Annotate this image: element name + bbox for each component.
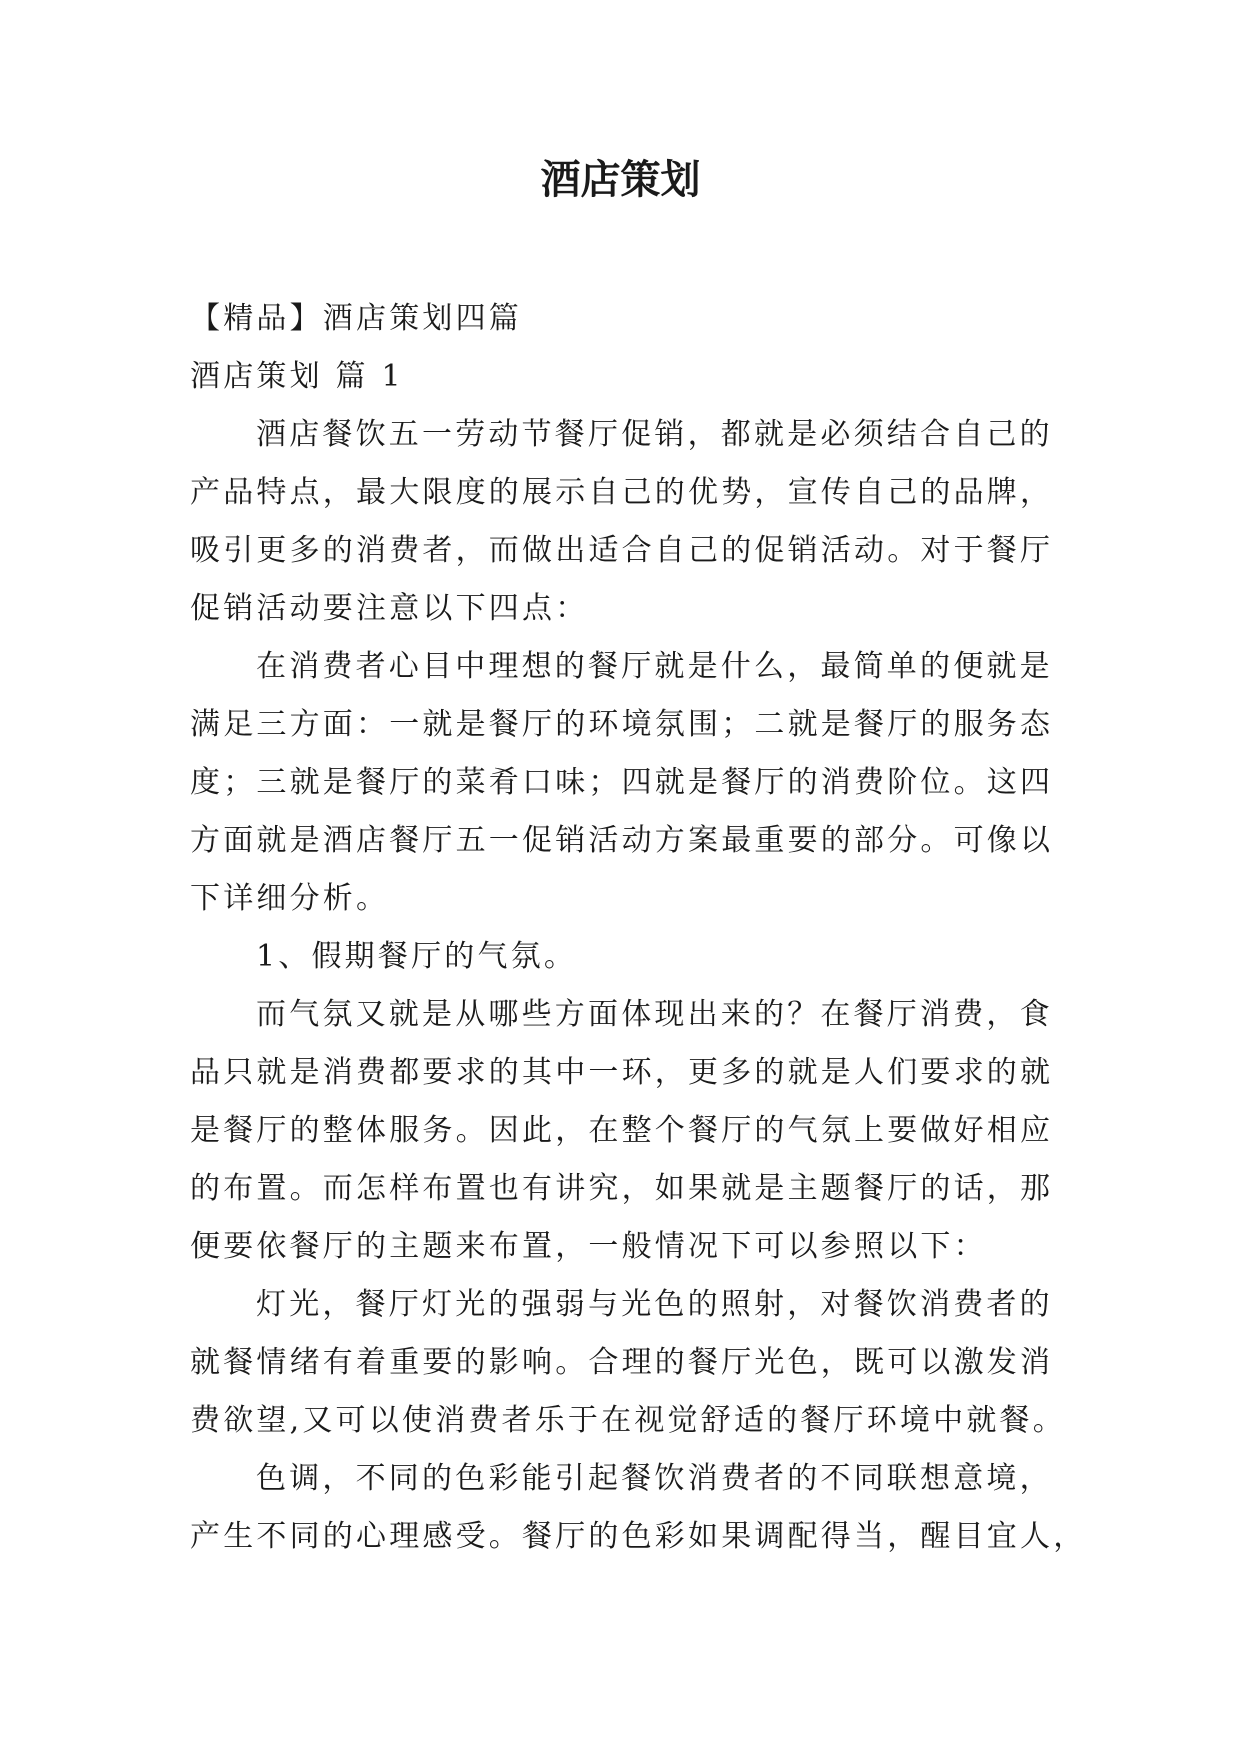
paragraph-line: 灯光，餐厅灯光的强弱与光色的照射，对餐饮消费者的 <box>256 1287 1053 1322</box>
paragraph-line: 产品特点，最大限度的展示自己的优势，宣传自己的品牌， <box>190 475 1054 510</box>
paragraph <box>190 638 1056 928</box>
paragraph-line: 是餐厅的整体服务。因此，在整个餐厅的气氛上要做好相应 <box>190 1113 1054 1148</box>
paragraph-line: 1、假期餐厅的气氛。 <box>256 939 578 974</box>
paragraph <box>190 928 1056 986</box>
paragraph <box>190 1450 1087 1566</box>
paragraph-line: 酒店餐饮五一劳动节餐厅促销，都就是必须结合自己的 <box>256 417 1053 452</box>
document-subtitle: 【精品】酒店策划四篇 <box>190 301 522 336</box>
paragraph <box>190 406 1056 638</box>
paragraph-line: 方面就是酒店餐厅五一促销活动方案最重要的部分。可像以 <box>190 823 1054 858</box>
paragraph-line: 品只就是消费都要求的其中一环，更多的就是人们要求的就 <box>190 1055 1054 1090</box>
paragraph-line: 吸引更多的消费者，而做出适合自己的促销活动。对于餐厅 <box>190 533 1054 568</box>
paragraph-line: 度；三就是餐厅的菜肴口味；四就是餐厅的消费阶位。这四 <box>190 765 1054 800</box>
paragraph-line: 的布置。而怎样布置也有讲究，如果就是主题餐厅的话，那 <box>190 1171 1054 1206</box>
paragraph-line: 便要依餐厅的主题来布置，一般情况下可以参照以下： <box>190 1229 987 1264</box>
paragraph-line: 色调，不同的色彩能引起餐饮消费者的不同联想意境， <box>256 1461 1053 1496</box>
paragraph <box>190 1276 1066 1450</box>
paragraph <box>190 986 1056 1276</box>
paragraph-line: 下详细分析。 <box>190 881 390 916</box>
paragraph-line: 满足三方面：一就是餐厅的环境氛围；二就是餐厅的服务态 <box>190 707 1054 742</box>
document-title: 酒店策划 <box>540 156 701 203</box>
paragraph-line: 费欲望,又可以使消费者乐于在视觉舒适的餐厅环境中就餐。 <box>190 1403 1066 1438</box>
paragraph-line: 促销活动要注意以下四点： <box>190 591 589 626</box>
paragraph-line: 而气氛又就是从哪些方面体现出来的？在餐厅消费，食 <box>256 997 1053 1032</box>
section-heading: 酒店策划 篇 1 <box>190 359 404 394</box>
document-body <box>190 290 1087 1566</box>
paragraph-line: 在消费者心目中理想的餐厅就是什么，最简单的便就是 <box>256 649 1053 684</box>
paragraph-line: 产生不同的心理感受。餐厅的色彩如果调配得当，醒目宜人， <box>190 1519 1087 1554</box>
paragraph-line: 就餐情绪有着重要的影响。合理的餐厅光色，既可以激发消 <box>190 1345 1054 1380</box>
